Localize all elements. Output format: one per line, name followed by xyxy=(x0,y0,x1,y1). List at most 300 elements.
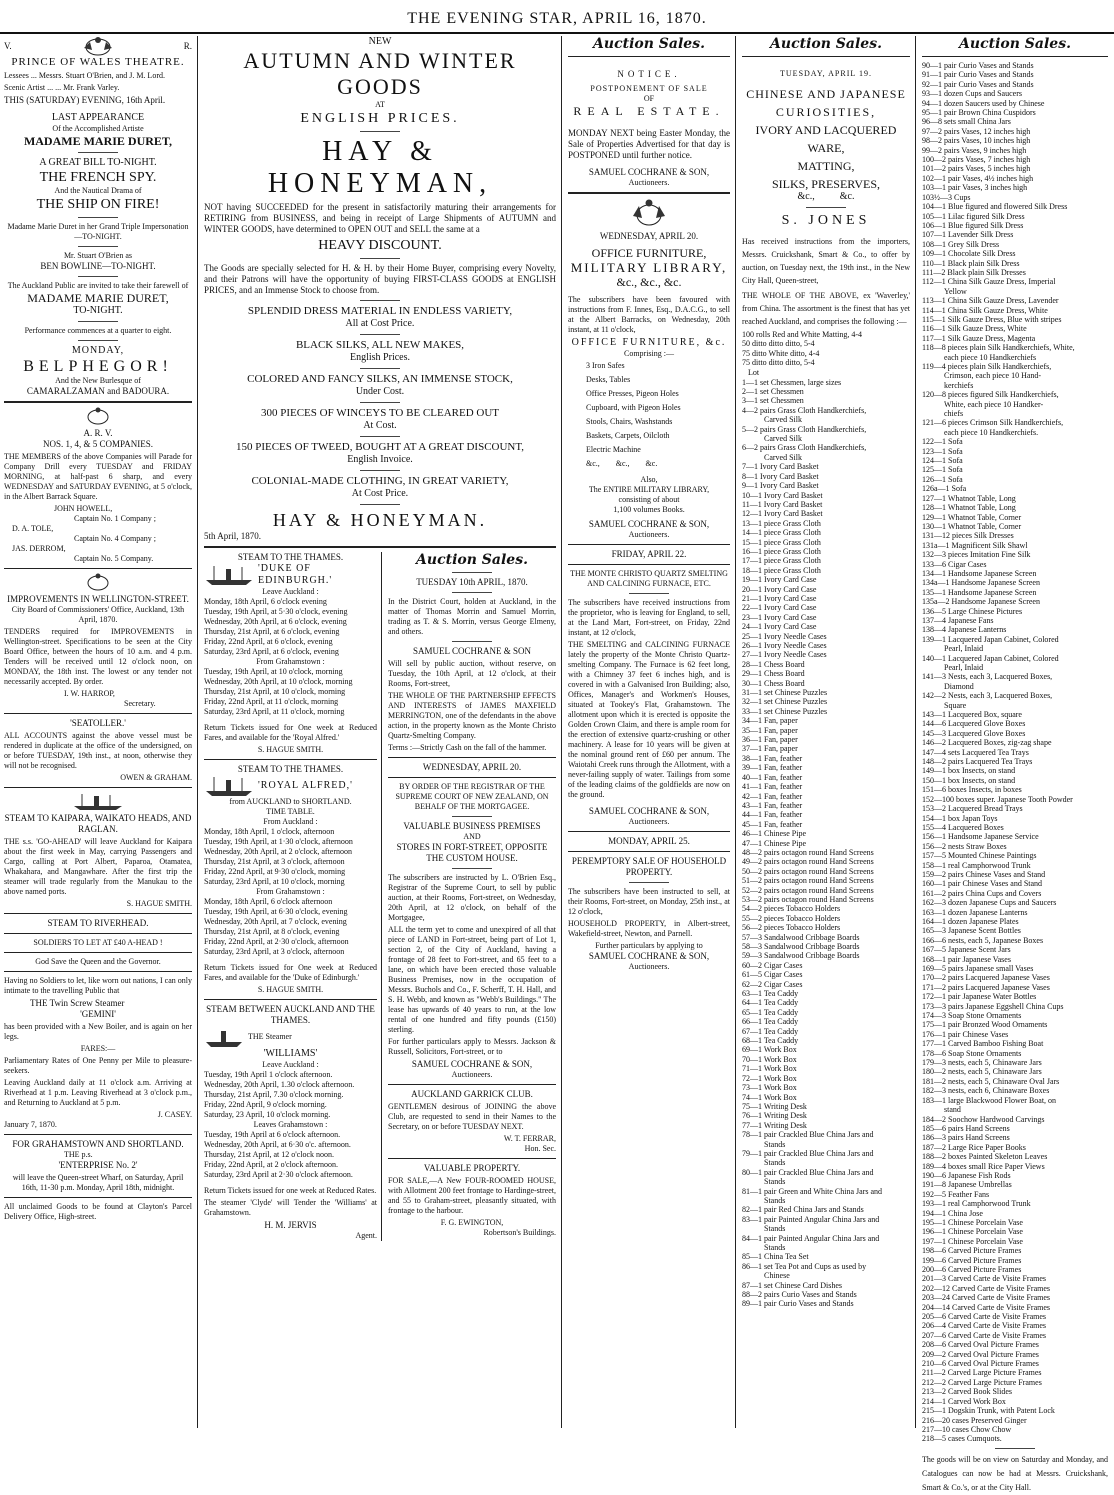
list-item: 156—1 Handsome Japanese Service xyxy=(922,832,1039,842)
list-item: Cupboard, with Pigeon Holes xyxy=(586,403,681,412)
list-item: 213—2 Carved Book Slides xyxy=(922,1387,1012,1397)
list-item: 153—2 Lacquered Bread Trays xyxy=(922,804,1023,814)
return-tickets-2: Return Tickets issued for One week at Reduced Fares, and available for the 'Duke of Edinburgh.' xyxy=(204,963,377,982)
list-item: 144—6 Lacquered Glove Boxes xyxy=(922,719,1026,729)
steamship-icon xyxy=(204,775,254,797)
list-item: 147—4 sets Lacquered Tea Trays xyxy=(922,747,1029,757)
list-item: 145—3 Lacquered Glove Boxes xyxy=(922,728,1026,738)
list-item: 161—2 pairs China Cups and Covers xyxy=(922,888,1042,898)
list-item: 66—1 Tea Caddy xyxy=(742,1017,799,1027)
from-auckland: From Auckland : xyxy=(263,817,318,826)
list-item: 182—3 nests, each 6, Chinaware Boxes xyxy=(922,1086,1050,1096)
list-item: Pearl, Inlaid xyxy=(944,663,984,672)
riverhead-heading: STEAM TO RIVERHEAD. xyxy=(47,918,149,928)
list-item: 22—1 Ivory Card Case xyxy=(742,603,817,613)
list-item: 62—2 Cigar Cases xyxy=(742,979,803,989)
list-item: 58—3 Sandalwood Cribbage Boards xyxy=(742,942,860,951)
list-item: 212—2 Carved Large Picture Frames xyxy=(922,1377,1042,1387)
royal-route: from AUCKLAND to SHORTLAND. xyxy=(229,797,352,806)
time-table: TIME TABLE. xyxy=(266,807,315,816)
williams-auckland-times: Tuesday, 19th April 1 o'clock afternoon. Wednesday, 20th April, 1.30 o'clock afternoon. Thursday, 21st April, 7.30 o'clock morning. Friday, 22nd April, 9 o'clock morning. Saturday, 23 April, 10 o'clock morning. xyxy=(204,1070,355,1119)
english-prices: ENGLISH PRICES. xyxy=(300,111,460,126)
the-steamer: THE Steamer xyxy=(248,1032,292,1041)
list-item: 32—1 set Chinese Puzzles xyxy=(742,697,828,707)
list-item: 171—2 pairs Lacquered Japanese Vases xyxy=(922,982,1050,992)
camaralzaman: CAMARALZAMAN and BADOURA. xyxy=(26,386,170,396)
list-item: 146—2 Lacquered Boxes, zig-zag shape xyxy=(922,738,1052,748)
list-item: Stools, Chairs, Washstands xyxy=(586,417,673,426)
etc-row-4: &c., &c. xyxy=(797,191,855,202)
list-item: 200—6 Carved Picture Frames xyxy=(922,1265,1022,1274)
list-item: 11—1 Ivory Card Basket xyxy=(742,499,823,509)
list-item: 187—2 Large Rice Paper Books xyxy=(922,1142,1026,1152)
etc-row: &c., &c., &c. xyxy=(616,275,682,289)
colored-silks-sub: Under Cost. xyxy=(355,386,405,397)
cochrane-2: SAMUEL COCHRANE & SON, xyxy=(411,1059,533,1069)
list-item: 152—100 boxes super. Japanese Tooth Powder xyxy=(922,794,1073,804)
list-item: 102—1 pair Vases, 4½ inches high xyxy=(922,173,1034,183)
list-item: 84—1 pair Painted Angular China Jars and xyxy=(742,1233,880,1243)
list-item: 206—4 Carved Carte de Visite Frames xyxy=(922,1321,1047,1331)
derrom-role: Captain No. 5 Company. xyxy=(74,554,154,563)
list-item: 19—1 Ivory Card Case xyxy=(742,575,817,585)
hon-sec: Hon. Sec. xyxy=(524,1144,556,1153)
lessees: Lessees ... Messrs. Stuart O'Brien, and J. M. Lord. xyxy=(4,71,165,80)
auction-sales-heading: Auction Sales. xyxy=(416,552,528,568)
howell: JOHN HOWELL, xyxy=(54,504,113,513)
list-item: 1—1 set Chessmen, large sizes xyxy=(742,377,842,387)
list-item: 132—3 pieces Imitation Fine Silk xyxy=(922,550,1031,560)
received-instructions: The subscribers have received instructions from the proprietor, who is leaving for England, to sell, at the Land Mart, Fort-street, on Friday, 22nd instant, at 12 o'clock, xyxy=(568,598,730,637)
peremptory-sale: PEREMPTORY SALE OF HOUSEHOLD PROPERTY. xyxy=(571,856,727,877)
list-item: 49—2 pairs octagon round Hand Screens xyxy=(742,857,874,867)
list-item: 24—1 Ivory Card Case xyxy=(742,622,817,632)
list-item: Yellow xyxy=(944,286,967,296)
list-item: 195—1 Chinese Porcelain Vase xyxy=(922,1217,1023,1227)
list-item: 113—1 China Silk Gauze Dress, Lavender xyxy=(922,296,1059,306)
list-item: 121—6 pieces Crimson Silk Handkerchiefs, xyxy=(922,418,1064,428)
cochrane-4: SAMUEL COCHRANE & SON, xyxy=(588,519,710,529)
list-item: 166—6 nests, each 5, Japanese Boxes xyxy=(922,935,1044,945)
list-item: 134—1 Handsome Japanese Screen xyxy=(922,568,1037,578)
column-rule xyxy=(735,36,736,1428)
list-item: 162—3 dozen Japanese Cups and Saucers xyxy=(922,898,1057,908)
return-tickets-3: Return Tickets issued for one week at Reduced Rates. xyxy=(204,1186,377,1195)
list-item: 45—1 Fan, feather xyxy=(742,819,803,829)
list-item: 100—2 pairs Vases, 7 inches high xyxy=(922,155,1031,165)
for-sale-house: FOR SALE,—A New FOUR-ROOMED HOUSE, with Allotment 200 feet frontage to Hardinge-street, and 55 to Graham-street, pleasantly situated, with frontage to the harbour. xyxy=(388,1176,556,1215)
obrien-as: Mr. Stuart O'Brien as xyxy=(63,251,133,260)
list-item: 191—8 Japanese Umbrellas xyxy=(922,1180,1012,1190)
list-item: 159—2 pairs Chinese Vases and Stand xyxy=(922,869,1046,879)
list-item: 4—2 pairs Grass Cloth Handkerchiefs, xyxy=(742,405,867,415)
soldiers: SOLDIERS TO LET AT £40 A-HEAD ! xyxy=(33,938,163,947)
vr-left: V. xyxy=(4,40,12,51)
list-item: 214—1 Carved Work Box xyxy=(922,1396,1006,1406)
lot-list xyxy=(922,61,1108,1444)
improvements-heading: IMPROVEMENTS IN WELLINGTON-STREET. xyxy=(7,594,189,604)
column-rule xyxy=(915,36,916,1428)
duke-grahamstown-times: Tuesday, 19th April, at 10 o'clock, morning Wednesday, 20th April, at 10 o'clock, morning Thursday, 21st April, at 10 o'clock, morning Friday, 22nd April, at 11 o'clock, morning Saturday, 23rd April, at 11 o'clock, morning xyxy=(204,667,353,716)
colored-silks: COLORED AND FANCY SILKS, AN IMMENSE STOCK, xyxy=(247,373,513,385)
list-item: 96—8 sets small China Jars xyxy=(922,117,1011,127)
list-item: 23—1 Ivory Card Case xyxy=(742,612,817,622)
list-item: Electric Machine xyxy=(586,445,641,454)
list-item: 17—1 piece Grass Cloth xyxy=(742,556,821,566)
list-item: 16—1 piece Grass Cloth xyxy=(742,546,821,556)
further-particulars: For further particulars apply to Messrs. Jackson & Russell, Solicitors, Fort-street, or to xyxy=(388,1037,556,1056)
list-item: 210—6 Carved Oval Picture Frames xyxy=(922,1359,1039,1369)
partnership-effects: THE WHOLE OF THE PARTNERSHIP EFFECTS AND INTERESTS of JAMES MAXFIELD MERRINGTON, one of the defendants in the above action, in the property known as the Monte Christo Quartz-Smelting Company. xyxy=(388,691,556,740)
list-item: Chinese xyxy=(764,1271,790,1281)
list-item: 148—2 pairs Lacquered Tea Trays xyxy=(922,757,1033,767)
list-item: 215—1 Dogskin Trunk, with Patent Lock xyxy=(922,1406,1055,1416)
list-item: 207—6 Carved Carte de Visite Frames xyxy=(922,1330,1047,1340)
arv-heading: A. R. V. xyxy=(83,428,113,438)
black-silks-sub: English Prices. xyxy=(350,352,410,363)
list-item: 172—1 pair Japanese Water Bottles xyxy=(922,992,1037,1002)
list-item: 26—1 Ivory Needle Cases xyxy=(742,641,827,650)
colonial: COLONIAL-MADE CLOTHING, IN GREAT VARIETY, xyxy=(251,475,509,487)
terms-cash: Terms :—Strictly Cash on the fall of the hammer. xyxy=(388,743,547,752)
god-save: God Save the Queen and the Governor. xyxy=(35,957,161,966)
list-item: 116—1 Silk Gauze Dress, White xyxy=(922,324,1027,334)
french-spy: THE FRENCH SPY. xyxy=(39,170,157,185)
list-item: 184—2 Soochow Hardwood Carvings xyxy=(922,1114,1045,1124)
list-item: 201—3 Carved Carte de Visite Frames xyxy=(922,1274,1047,1284)
list-item: 88—2 pairs Curio Vases and Stands xyxy=(742,1290,857,1300)
all-the-term: ALL the term yet to come and unexpired of all that piece of LAND in Fort-street, being part of Lot 1, section 2, of the City of Auckland, having a frontage of 28 feet to Fort-street, and 65 feet to a lane, on which have been erected those valuable Business Premises, now in the occupation of Messrs. Buchols and Co., F. Scherff, T. H. Hall, and S. H. Webb, and known as "Webb's Buildings." The lease has upwards of 40 years to run, at the low rental of one hundred and fifty pounds (£150) sterling. xyxy=(388,925,556,1034)
garrick-club: AUCKLAND GARRICK CLUB. xyxy=(411,1089,533,1099)
list-item: 89—1 pair Curio Vases and Stands xyxy=(742,1299,854,1309)
postponement: POSTPONEMENT OF SALE xyxy=(590,84,708,93)
list-item: 204—14 Carved Carte de Visite Frames xyxy=(922,1302,1051,1312)
casey: J. CASEY. xyxy=(157,1110,192,1119)
list-item: 90—1 pair Curio Vases and Stands xyxy=(922,61,1034,70)
list-item: 156—2 nests Straw Boxes xyxy=(922,841,1007,851)
matting: MATTING, xyxy=(797,159,855,173)
list-item: 8—1 Ivory Card Basket xyxy=(742,471,819,481)
winceys-sub: At Cost. xyxy=(363,420,397,431)
list-item: 76—1 Writing Desk xyxy=(742,1111,807,1121)
valuable-property: VALUABLE PROPERTY. xyxy=(423,1163,521,1173)
wednesday-20: WEDNESDAY, APRIL 20. xyxy=(422,762,522,772)
williams-grahamstown-times: Tuesday, 19th April at 6 o'clock afternoon. Wednesday, 20th April, at 6·30 o'c. afternoon. Thursday, 21st April, at 12 o'clock noon. Friday, 22nd April, at 2 o'clock afternoon. Saturday, 23rd April at 2·30 o'clock afternoon. xyxy=(204,1130,353,1179)
black-silks: BLACK SILKS, ALL NEW MAKES, xyxy=(295,339,465,351)
derrom: JAS. DERROM, xyxy=(12,544,66,553)
theatre-title: PRINCE OF WALES THEATRE. xyxy=(11,56,185,68)
list-item: 137—4 Japanese Fans xyxy=(922,615,994,625)
duke-of-edinburgh: 'DUKE OF EDINBURGH.' xyxy=(258,563,333,586)
list-item: 14—1 piece Grass Cloth xyxy=(742,528,821,538)
list-item: Carved Silk xyxy=(764,434,802,444)
list-item: 203—24 Carved Carte de Visite Frames xyxy=(922,1293,1051,1303)
list-item: 108—1 Grey Silk Dress xyxy=(922,239,1000,249)
list-item: 93—1 dozen Cups and Saucers xyxy=(922,89,1022,99)
list-item: 50 ditto ditto ditto, 5-4 xyxy=(742,339,815,349)
auctioneers-1: Auctioneers. xyxy=(451,1070,493,1079)
royal-alfred: 'ROYAL ALFRED,' xyxy=(258,780,353,791)
heavy-discount: HEAVY DISCOUNT. xyxy=(318,238,442,253)
list-item: 74—1 Work Box xyxy=(742,1092,797,1102)
monday-next: MONDAY NEXT being Easter Monday, the Sale of Properties Advertised for that day is POSTPONED until further notice. xyxy=(568,128,730,160)
list-item: 98—2 pairs Vases, 10 inches high xyxy=(922,136,1031,146)
list-item: 154—1 box Japan Toys xyxy=(922,813,998,823)
evening-notice: THIS (SATURDAY) EVENING, 16th April. xyxy=(4,95,166,105)
great-bill: A GREAT BILL TO-NIGHT. xyxy=(39,157,157,168)
list-item: 117—1 Silk Gauze Dress, Magenta xyxy=(922,333,1036,343)
not-having: NOT having SUCCEEDED for the present in satisfactorily maturing their arrangements for RETIRING from BUSINESS, and being in receipt of Large Shipments of AUTUMN and WINTER GOODS, have determined to OPEN OUT and SELL the same at a xyxy=(204,202,556,234)
list-item: 178—6 Soap Stone Ornaments xyxy=(922,1048,1022,1058)
list-item: 193—1 real Camphorwood Trunk xyxy=(922,1199,1031,1209)
auction-sales-heading: Auction Sales. xyxy=(593,36,705,52)
list-item: 3 Iron Safes xyxy=(586,361,625,370)
list-item: 131—12 pieces Silk Dresses xyxy=(922,531,1014,541)
tuesday-10th: TUESDAY 10th APRIL, 1870. xyxy=(416,577,528,587)
list-item: 173—3 pairs Japanese Eggshell China Cups xyxy=(922,1001,1064,1011)
further-particulars-3: Further particulars by applying to xyxy=(595,941,703,950)
steam-thames-2: STEAM TO THE THAMES. xyxy=(237,764,344,774)
list-item: 181—2 nests, each 5, Chinaware Oval Jars xyxy=(922,1076,1060,1086)
list-item: 73—1 Work Box xyxy=(742,1083,797,1093)
public-auction: Will sell by public auction, without reserve, on Tuesday, the 10th April, at 12 o'clock, at their Rooms, Fort-street, xyxy=(388,659,556,688)
smelting-furnace: THE SMELTING and CALCINING FURNACE lately the property of the Monte Christo Quartz-smelting Company. The Furnace is 62 feet long, with a Chimney 37 feet 6 inches high, and is covered in with a Galvanised Iron Building; also, Offices, Manager's and Workmen's Houses, situated at Tookey's Flat, Grahamstown. The allotment upon which it is erected is opposite the Golden Crown Claim, and there is ample room for the erection of extensive quartz-crushing or other machinery. A lease for 10 years will be given at the nominal ground rent of £60 per annum. The Waiotahi Creek runs through the Allotment, with a never-failing supply of water. Tailings from some of the leading claims of the goldfields are now on the ground. xyxy=(568,640,730,799)
column-rule xyxy=(197,36,198,1428)
list-item: Stands xyxy=(764,1158,786,1168)
steamship-icon xyxy=(204,1026,244,1048)
harrop: I. W. HARROP, xyxy=(64,689,115,698)
companies-heading: NOS. 1, 4, & 5 COMPANIES. xyxy=(43,439,153,449)
list-item: 149—1 box Insects, on stand xyxy=(922,766,1016,776)
ps-label: THE p.s. xyxy=(64,1150,93,1159)
list-item: 94—1 dozen Saucers used by Chinese xyxy=(922,98,1045,108)
royal-crest-icon xyxy=(78,36,118,56)
list-item: Desks, Tables xyxy=(586,375,631,384)
list-item: 196—1 Chinese Porcelain Vase xyxy=(922,1227,1023,1237)
list-item: 115—1 Silk Gauze Dress, Blue with stripes xyxy=(922,314,1062,324)
masthead xyxy=(0,0,1114,34)
tenders-notice: TENDERS required for IMPROVEMENTS in Wellington-street. Specifications to be seen at the City Board Office, between the hours of 10 a.m. and 4 p.m. Tenders will be received until 12 o'clock noon, on MONDAY, the 18th inst. The lowest or any tender not necessarily accepted. By order. xyxy=(4,627,192,686)
royal-auckland-times: Monday, 18th April, 1 o'clock, afternoon Tuesday, 19th April, at 1·30 o'clock, afternoon Wednesday, 20th April, at 2 o'clock, afternoon Thursday, 21st April, at 3 o'clock, afternoon Friday, 22nd April, at 9·30 o'clock, morning Saturday, 23rd April, at 10 o'clock, morning xyxy=(204,827,353,886)
wednesday-20-3: WEDNESDAY, APRIL 20. xyxy=(599,231,699,241)
crest-icon xyxy=(80,407,116,425)
city-board: City Board of Commissioners' Office, Auckland, 13th April, 1870. xyxy=(11,605,185,624)
cochrane-6: SAMUEL COCHRANE & SON, xyxy=(588,951,710,961)
list-item: 211—2 Carved Large Picture Frames xyxy=(922,1368,1042,1378)
list-item: 12—1 Ivory Card Basket xyxy=(742,509,823,519)
autumn-winter-heading: AUTUMN AND WINTER GOODS xyxy=(243,48,517,99)
list-item: 100 rolls Red and White Matting, 4-4 xyxy=(742,330,863,339)
list-item: stand xyxy=(944,1105,961,1115)
goods-selected: The Goods are specially selected for H. & H. by their Home Buyer, comprising every Novelty, and their Patrons will have the opportunity of buying FIRST-CLASS GOODS at ENGLISH PRICES, and an Immense Stock to choose from. xyxy=(204,263,556,295)
curiosities: CURIOSITIES, xyxy=(775,105,877,119)
tole-role: Captain No. 4 Company ; xyxy=(74,534,156,543)
list-item: 167—5 Japanese Scent Jars xyxy=(922,945,1011,955)
list-item: 164—1 dozen Japanese Plates xyxy=(922,916,1019,926)
last-appearance: LAST APPEARANCE xyxy=(51,112,145,123)
list-item: 37—1 Fan, paper xyxy=(742,744,798,754)
lot-list xyxy=(742,378,910,1309)
list-item: 55—2 pieces Tobacco Holders xyxy=(742,913,841,923)
list-item: 135—1 Handsome Japanese Screen xyxy=(922,587,1037,597)
list-item: 142—2 Nests, each 3, Lacquered Boxes, xyxy=(922,691,1053,701)
list-item: 57—3 Sandalwood Cribbage Boards xyxy=(742,932,860,942)
list-item: 131a—1 Magnificent Silk Shawl xyxy=(922,540,1028,550)
leave-auckland-1: Leave Auckland : xyxy=(262,587,319,596)
column-2-right xyxy=(388,552,556,1241)
hay-honeyman-heading: HAY & HONEYMAN, xyxy=(267,136,493,199)
list-item: Carved Silk xyxy=(764,452,802,462)
entire-library: The ENTIRE MILITARY LIBRARY, xyxy=(588,485,710,494)
list-item: Stands xyxy=(764,1139,786,1149)
list-item: 134a—1 Handsome Japanese Screen xyxy=(922,578,1040,588)
performance-time: Performance commences at a quarter to eight. xyxy=(24,326,172,335)
list-item: 180—2 nests, each 5, Chinaware Jars xyxy=(922,1067,1042,1077)
williams: 'WILLIAMS' xyxy=(263,1048,318,1059)
list-item: 46—1 Chinese Pipe xyxy=(742,829,806,839)
list-item: each piece 10 Handkerchiefs. xyxy=(944,427,1039,437)
list-item: 71—1 Work Box xyxy=(742,1064,797,1074)
silks-preserves: SILKS, PRESERVES, xyxy=(771,177,881,191)
list-item: 65—1 Tea Caddy xyxy=(742,1007,799,1017)
list-item: 5—2 pairs Grass Cloth Handkerchiefs, xyxy=(742,424,867,434)
queen-wharf: will leave the Queen-street Wharf, on Saturday, April 16th, 11-30 p.m. Monday, April 18th, midnight. xyxy=(12,1173,184,1192)
list-item: 202—12 Carved Carte de Visite Frames xyxy=(922,1283,1051,1293)
ship-on-fire: THE SHIP ON FIRE! xyxy=(36,197,160,212)
tole: D. A. TOLE, xyxy=(12,524,54,533)
list-item: 15—1 piece Grass Cloth xyxy=(742,537,821,547)
stores-fort-street: STORES IN FORT-STREET, OPPOSITE THE CUSTOM HOUSE. xyxy=(396,842,548,863)
gentlemen-notice: GENTLEMEN desirous of JOINING the above Club, are requested to send in their Names to the Secretary, on or before TUESDAY NEXT. xyxy=(388,1102,556,1131)
list-item: 119—4 pieces plain Silk Handkerchiefs, xyxy=(922,362,1052,371)
list-item: 101—2 pairs Vases, 5 inches high xyxy=(922,164,1031,174)
list-item: Diamond xyxy=(944,681,974,691)
list-item: 114—1 China Silk Gauze Dress, White xyxy=(922,305,1048,315)
list-item: 35—1 Fan, paper xyxy=(742,725,798,735)
list-item: 205—6 Carved Carte de Visite Frames xyxy=(922,1312,1047,1322)
list-item: 2—1 set Chessmen xyxy=(742,387,804,397)
column-rule xyxy=(561,36,562,1428)
list-item: 69—1 Work Box xyxy=(742,1045,797,1055)
list-item: 125—1 Sofa xyxy=(922,465,963,475)
list-item: Stands xyxy=(764,1224,786,1234)
tweed-sub: English Invoice. xyxy=(347,454,413,465)
tonight: TO-NIGHT. xyxy=(73,305,123,316)
list-item: 138—4 Japanese Lanterns xyxy=(922,625,1007,635)
ben-bowline: BEN BOWLINE—TO-NIGHT. xyxy=(40,261,156,271)
list-item: 87—1 set Chinese Card Dishes xyxy=(742,1280,842,1290)
list-item: 209—2 Carved Oval Picture Frames xyxy=(922,1349,1039,1359)
list-item: 197—1 Chinese Porcelain Vase xyxy=(922,1236,1023,1246)
vr-right: R. xyxy=(183,40,192,51)
robertson-buildings: Robertson's Buildings. xyxy=(483,1228,556,1237)
list-item: 78—1 pair Crackled Blue China Jars and xyxy=(742,1130,874,1140)
list-item: 41—1 Fan, feather xyxy=(742,782,803,792)
list-item: 7—1 Ivory Card Basket xyxy=(742,462,819,472)
list-item: 6—2 pairs Grass Cloth Handkerchiefs, xyxy=(742,443,867,453)
column-4 xyxy=(738,36,914,1428)
auctioneers-4: Auctioneers. xyxy=(628,817,670,826)
of-label: OF xyxy=(643,94,655,103)
list-item: 141—3 Nests, each 3, Lacquered Boxes, xyxy=(922,672,1053,682)
list-item: 56—2 pieces Tobacco Holders xyxy=(742,923,841,933)
column-1 xyxy=(0,36,196,1428)
list-item: 36—1 Fan, paper xyxy=(742,735,798,745)
auction-sales-heading: Auction Sales. xyxy=(770,36,882,52)
goods-on-view: The goods will be on view on Saturday and Monday, and Catalogues can now be had at Messrs. Cruickshank, Smart & Co.'s, or at the City Hall. xyxy=(922,1454,1108,1492)
list-item: 192—5 Feather Fans xyxy=(922,1189,990,1199)
unclaimed-goods: All unclaimed Goods to be found at Clayton's Parcel Delivery Office, High-street. xyxy=(4,1202,192,1221)
column-2 xyxy=(200,36,560,1428)
crest-icon xyxy=(80,573,116,591)
fares: FARES:— xyxy=(80,1044,116,1053)
list-item: 165—3 Japanese Scent Bottles xyxy=(922,926,1021,936)
list-item: 136—5 Large Chinese Pictures xyxy=(922,606,1023,616)
list-item: 150—1 box Insects, on stand xyxy=(922,775,1016,785)
list-item: 176—1 pair Chinese Vases xyxy=(922,1029,1009,1039)
jervis: H. M. JERVIS xyxy=(264,1220,317,1230)
hay-honeyman-sign: HAY & HONEYMAN. xyxy=(272,510,488,530)
list-item: Square xyxy=(944,700,967,710)
and-label: AND xyxy=(463,832,481,841)
enterprise: 'ENTERPRISE No. 2' xyxy=(58,1160,138,1170)
hague-smith-1: S. HAGUE SMITH. xyxy=(126,899,192,908)
friday-22: FRIDAY, APRIL 22. xyxy=(611,549,687,559)
list-item: 82—1 pair Red China Jars and Stands xyxy=(742,1205,864,1215)
list-item: 122—1 Sofa xyxy=(922,437,963,447)
list-item: 143—1 Lacquered Box, square xyxy=(922,710,1022,720)
list-item: 123—1 Sofa xyxy=(922,446,963,456)
scenic-artist: Scenic Artist ... ... Mr. Frank Varley. xyxy=(4,83,120,92)
ferrar: W. T. FERRAR, xyxy=(503,1134,556,1143)
steam-between: STEAM BETWEEN AUCKLAND AND THE THAMES. xyxy=(206,1004,375,1025)
notice-heading: NOTICE. xyxy=(617,69,681,79)
accounts-notice: ALL ACCOUNTS against the above vessel must be rendered in duplicate at the office of the undersigned, on or before TUESDAY, 19th inst., at noon, otherwise they will not be recognised. xyxy=(4,731,192,770)
list-item: White, each piece 10 Handker- xyxy=(944,399,1044,409)
list-item: Crimson, each piece 10 Hand- xyxy=(944,371,1042,381)
list-item: kerchiefs xyxy=(944,380,974,390)
twin-screw: THE Twin Screw Steamer xyxy=(30,998,125,1008)
list-item: 64—1 Tea Caddy xyxy=(742,998,799,1008)
list-item: 218—5 cases Cumquots. xyxy=(922,1434,1002,1444)
lot-label: Lot xyxy=(748,367,760,377)
household-property: HOUSEHOLD PROPERTY, in Albert-street, Wakefield-street, Newton, and Parnell. xyxy=(568,919,730,938)
list-item: 79—1 pair Crackled Blue China Jars and xyxy=(742,1148,874,1158)
column-2-lower xyxy=(204,552,556,1241)
list-item: 189—4 boxes small Rice Paper Views xyxy=(922,1161,1045,1171)
list-item: 135a—2 Handsome Japanese Screen xyxy=(922,597,1040,607)
list-item: 107—1 Lavender Silk Dress xyxy=(922,230,1014,240)
list-item: 97—2 pairs Vases, 12 inches high xyxy=(922,126,1031,136)
ware: WARE, xyxy=(807,141,845,155)
list-item: chiefs xyxy=(944,409,964,419)
from-grahamstown-1: From Grahamstown : xyxy=(256,657,325,666)
leaves-grahamstown: Leaves Grahamstown : xyxy=(253,1120,328,1129)
parliamentary-rates: Parliamentary Rates of One Penny per Mile to pleasure-seekers. xyxy=(4,1056,192,1075)
return-tickets-1: Return Tickets issued for One week at Reduced Fares, and available for the 'Royal Alfred.' xyxy=(204,723,377,742)
list-item: Stands xyxy=(764,1243,786,1252)
list-item: 39—1 Fan, feather xyxy=(742,763,803,773)
list-item: 199—6 Carved Picture Frames xyxy=(922,1255,1022,1265)
list-item: 75 ditto ditto ditto, 5-4 xyxy=(742,358,815,368)
leave-auckland-2: Leave Auckland : xyxy=(262,1060,319,1069)
list-item: Pearl, Inlaid xyxy=(944,644,984,654)
tuesday-19: TUESDAY, APRIL 19. xyxy=(780,69,872,78)
grand-triple: Madame Marie Duret in her Grand Triple Impersonation—TO-NIGHT. xyxy=(7,222,189,241)
list-item: 118—8 pieces plain Silk Handkerchiefs, White, xyxy=(922,343,1075,353)
list-item: Stands xyxy=(764,1195,786,1205)
list-item: 105—1 Lilac figured Silk Dress xyxy=(922,211,1025,221)
